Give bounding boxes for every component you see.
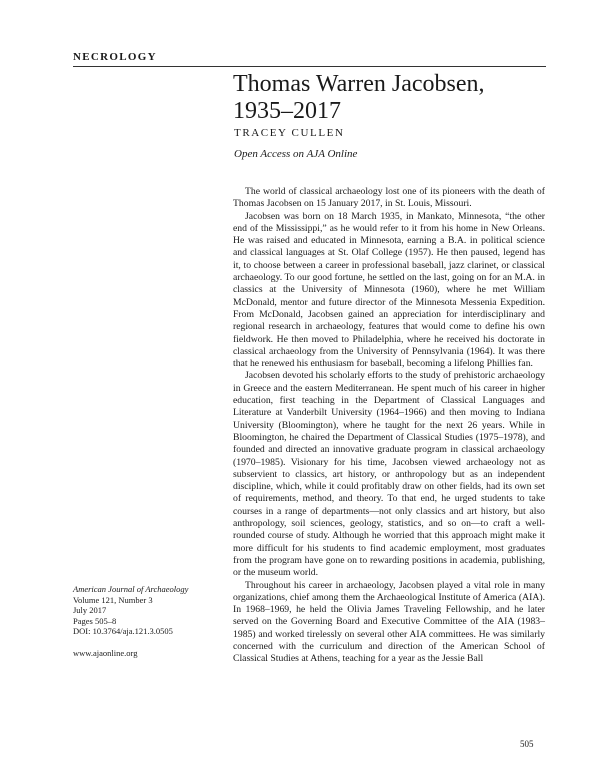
paragraph: Jacobsen was born on 18 March 1935, in Mankato, Minnesota, “the other end of the Mississippi,” as he would refer to it from his home in New Orleans. He was raised and educated in Minnesota, earning a B.A. in political science and classical languages at St. Olaf College (1957). He then paused, legend has it, to choose between a career in professional baseball, jazz clarinet, or classical archaeology. To our good fortune, he settled on the last, going on for an M.A. in classics at the University of Minnesota (1960), where he met William McDonald, mentor and future director of the Minnesota Messenia Expedition. From McDonald, Jacobsen gained an appreciation for interdisciplinary and regional research in archaeology, features that would come to define his own fieldwork. He then moved to Philadelphia, where he received his doctorate in classical archaeology from the University of Pennsylvania (1964). It was there that he renewed his enthusiasm for baseball, becoming a lifelong Phillies fan.	[233, 210, 545, 370]
article-body	[233, 186, 545, 666]
volume-number: Volume 121, Number 3	[73, 594, 153, 605]
section-heading: NECROLOGY	[73, 51, 157, 63]
issue-date: July 2017	[73, 605, 107, 616]
paragraph: Jacobsen devoted his scholarly efforts to the study of prehistoric archaeology in Greece and the eastern Mediterranean. He spent much of his career in higher education, first teaching in the Department of Classical Languages and Literature at Vanderbilt University (1964–1966) and then moving to Indiana University (Bloomington), where he taught for the next 26 years. While in Bloomington, he chaired the Department of Classical Studies (1975–1978), and founded and directed an innovative graduate program in classical archaeology (1970–1985). Visionary for his time, Jacobsen viewed archaeology not as subservient to classics, art history, or anthropology but as an independent discipline, which, while it could profitably draw on other fields, had its own set of requirements, method, and theory. To that end, he urged students to take courses in a range of departments—not only classics and art history, but also anthropology, soil sciences, geology, statistics, and so on—to craft a well-rounded course of study. Although he worried that this approach might make it more difficult for his students to find academic employment, most graduates from the program have gone on to rewarding positions in academia, publishing, or the museum world.	[233, 370, 545, 579]
citation-block	[73, 584, 223, 637]
article-title	[233, 71, 553, 125]
author-name: TRACEY CULLEN	[234, 127, 345, 139]
paragraph: The world of classical archaeology lost one of its pioneers with the death of Thomas Jacobsen on 15 January 2017, in St. Louis, Missouri.	[233, 186, 545, 210]
open-access-note: Open Access on AJA Online	[234, 148, 358, 160]
page-range: Pages 505–8	[73, 615, 117, 626]
title-line-1: Thomas Warren Jacobsen,	[233, 71, 485, 97]
journal-website: www.ajaonline.org	[73, 648, 138, 658]
journal-name: American Journal of Archaeology	[73, 584, 189, 594]
doi: DOI: 10.3764/aja.121.3.0505	[73, 626, 173, 637]
page-number: 505	[520, 739, 534, 749]
title-line-2: 1935–2017	[233, 98, 341, 124]
header-rule	[73, 66, 546, 67]
paragraph: Throughout his career in archaeology, Jacobsen played a vital role in many organizations, chief among them the Archaeological Institute of America (AIA). In 1968–1969, he held the Olivia James Traveling Fellowship, and he later served on the Governing Board and Executive Committee of the AIA (1983–1985) and worked tirelessly on several other AIA committees. He was similarly concerned with the curriculum and direction of the American School of Classical Studies at Athens, teaching for a year as the Jessie Ball	[233, 579, 545, 665]
